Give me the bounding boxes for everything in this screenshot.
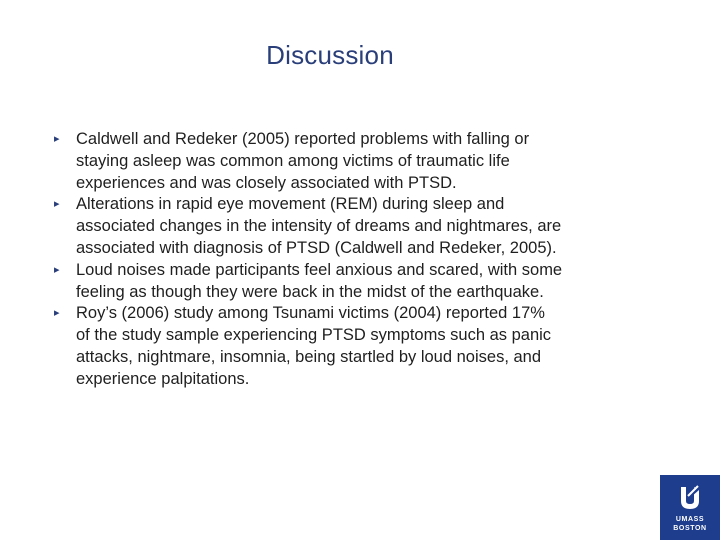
bullet-line: Loud noises made participants feel anxious and scared, with some [76, 260, 563, 279]
umass-boston-logo [660, 475, 720, 540]
bullet-line: experiences and was closely associated with PTSD. [76, 173, 457, 192]
bullet-item [50, 129, 610, 194]
bullet-arrow-icon: ▸ [54, 198, 60, 211]
bullet-arrow-icon: ▸ [54, 263, 60, 276]
bullet-item [50, 260, 610, 304]
bullet-line: associated changes in the intensity of dreams and nightmares, are [76, 217, 562, 236]
bullet-line: Caldwell and Redeker (2005) reported problems with falling or [76, 130, 530, 148]
logo-text-umass: UMASS [675, 516, 705, 523]
bullet-line: feeling as though they were back in the midst of the earthquake. [76, 282, 544, 301]
bullet-line: attacks, nightmare, insomnia, being startled by loud noises, and [76, 347, 542, 366]
bullet-line: of the study sample experiencing PTSD symptoms such as panic [76, 326, 552, 345]
bullet-line: staying asleep was common among victims of traumatic life [76, 151, 510, 170]
slide-title: Discussion [266, 40, 394, 70]
bullet-line: associated with diagnosis of PTSD (Caldwell and Redeker, 2005). [76, 238, 557, 257]
bullet-arrow-icon: ▸ [54, 133, 60, 145]
bullet-line: Roy’s (2006) study among Tsunami victims (2004) reported 17% [76, 304, 545, 323]
bullet-line: experience palpitations. [76, 369, 250, 388]
bullet-arrow-icon: ▸ [54, 307, 60, 320]
bullet-item [50, 303, 610, 390]
bullet-item [50, 194, 610, 259]
bullet-list [50, 129, 610, 391]
logo-text-boston: BOSTON [673, 525, 707, 532]
umass-boston-logo-icon [677, 483, 703, 513]
bullet-line: Alterations in rapid eye movement (REM) during sleep and [76, 195, 505, 214]
